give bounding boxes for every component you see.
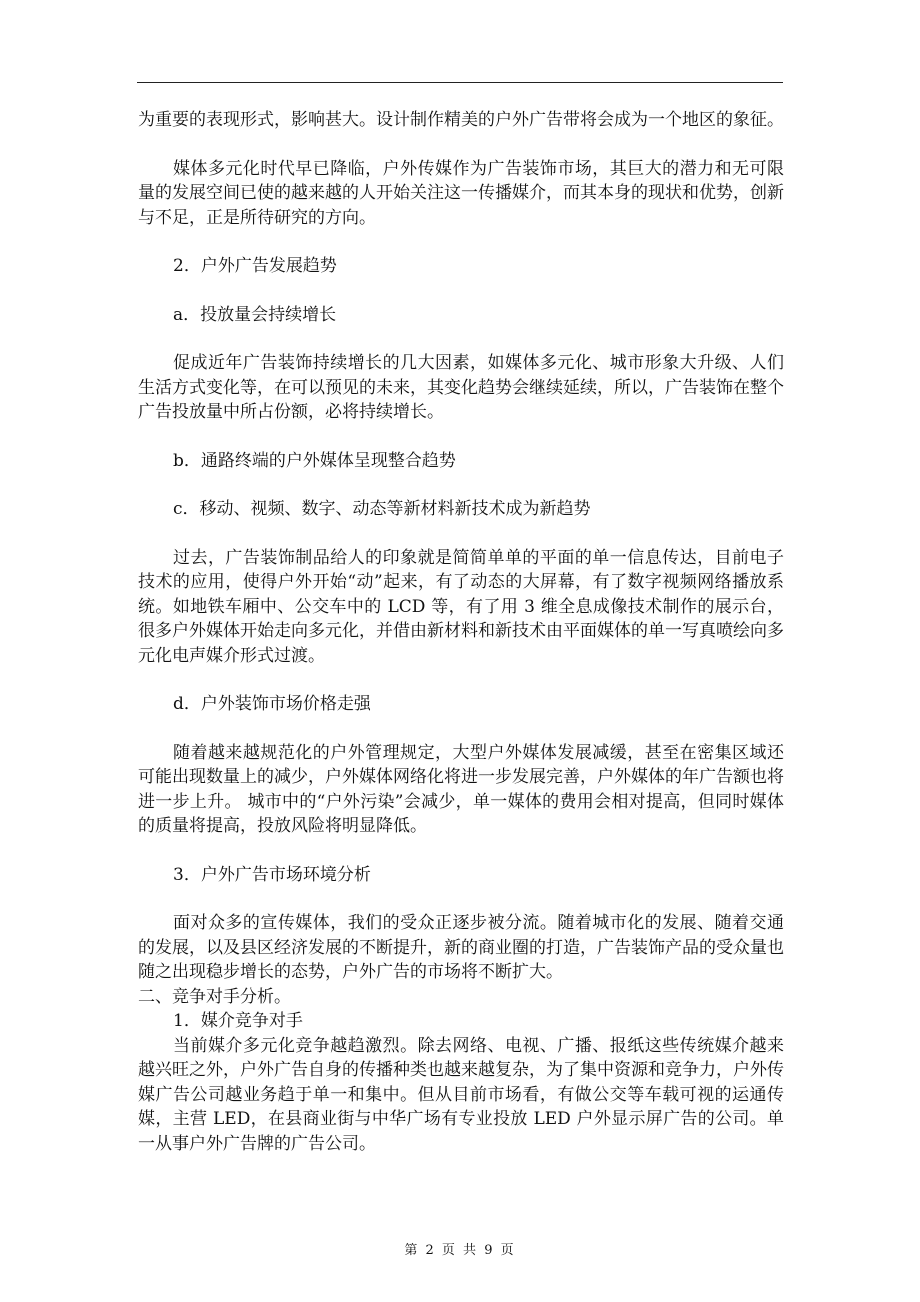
subsection-heading: a．投放量会持续增长: [173, 304, 337, 325]
body-paragraph: 随着越来越规范化的户外管理规定，大型户外媒体发展减缓，甚至在密集区域还可能出现数量上的减少，户外媒体网络化将进一步发展完善，户外媒体的年广告额也将进一步上升。 城市中的“户外污染”会减少，单一媒体的费用会相对提高，但同时媒体的质量将提高，投放风险将明显降低。: [138, 742, 784, 836]
body-paragraph: 当前媒介多元化竞争越趋激烈。除去网络、电视、广播、报纸这些传统媒介越来越兴旺之外，户外广告自身的传播种类也越来越复杂，为了集中资源和竞争力，户外传媒广告公司越业务趋于单一和集中。但从目前市场看，有做公交等车载可视的运通传媒，主营 LED，在县商业街与中华广场有专业投放 LED 户外显示屏广告的公司。单一从事户外广告牌的广告公司。: [138, 1035, 784, 1154]
subsection-heading: b．通路终端的户外媒体呈现整合趋势: [173, 450, 456, 471]
page-body: [138, 108, 784, 1156]
page-number-footer: 第 2 页 共 9 页: [404, 1243, 516, 1258]
body-paragraph: 为重要的表现形式，影响甚大。设计制作精美的户外广告带将会成为一个地区的象征。: [138, 110, 784, 130]
subsection-heading: d．户外装饰市场价格走强: [173, 694, 371, 714]
body-paragraph: 媒体多元化时代早已降临，户外传媒作为广告装饰市场，其巨大的潜力和无可限量的发展空间已使的越来越的人开始关注这一传播媒介，而其本身的现状和优势，创新与不足，正是所待研究的方向。: [138, 158, 784, 228]
body-paragraph: 过去，广告装饰制品给人的印象就是简简单单的平面的单一信息传达，目前电子技术的应用，使得户外开始“动”起来，有了动态的大屏幕，有了数字视频网络播放系统。如地铁车厢中、公交车中的 LCD 等，有了用 3 维全息成像技术制作的展示台，很多户外媒体开始走向多元化，并借由新材料和新技术由平面媒体的单一写真喷绘向多元化电声媒介形式过渡。: [138, 547, 784, 666]
section-heading: 2．户外广告发展趋势: [173, 256, 337, 276]
chapter-heading: 二、竞争对手分析。: [138, 986, 291, 1007]
body-paragraph: 促成近年广告装饰持续增长的几大因素，如媒体多元化、城市形象大升级、人们生活方式变化等，在可以预见的未来，其变化趋势会继续延续，所以，广告装饰在整个广告投放量中所占份额，必将持续增长。: [138, 353, 784, 422]
header-rule: [137, 82, 783, 83]
subsection-heading: c．移动、视频、数字、动态等新材料新技术成为新趋势: [173, 499, 591, 519]
section-heading: 1．媒介竞争对手: [173, 1011, 303, 1031]
body-paragraph: 面对众多的宣传媒体，我们的受众正逐步被分流。随着城市化的发展、随着交通的发展，以及县区经济发展的不断提升，新的商业圈的打造，广告装饰产品的受众量也随之出现稳步增长的态势，户外广告的市场将不断扩大。: [138, 913, 784, 982]
section-heading: 3．户外广告市场环境分析: [173, 864, 371, 885]
